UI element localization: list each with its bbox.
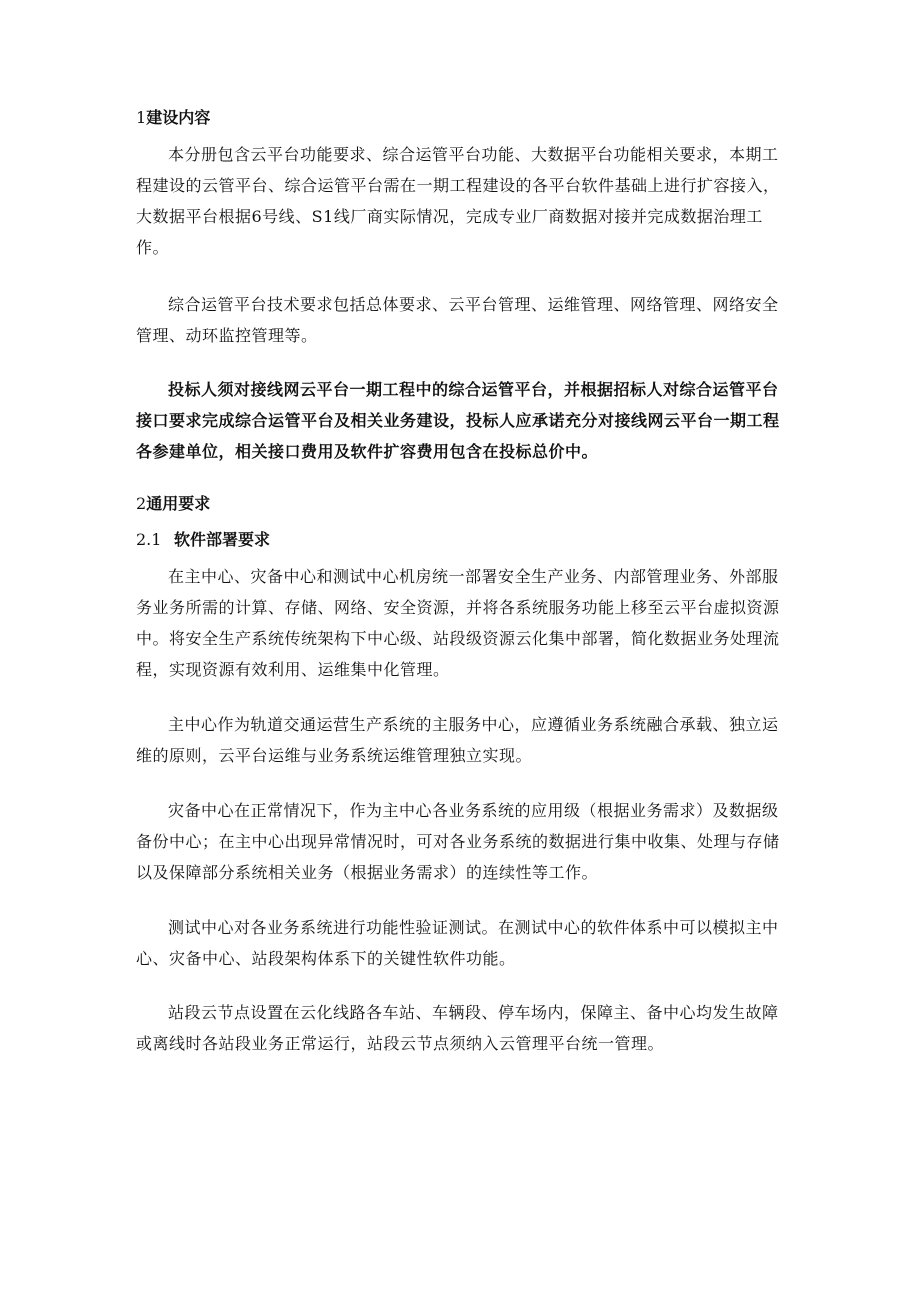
subsection-2-1-paragraph-2: 主中心作为轨道交通运营生产系统的主服务中心，应遵循业务系统融合承载、独立运维的原则，云平台运维与业务系统运维管理独立实现。 (136, 715, 779, 765)
section-1-paragraph-1: 本分册包含云平台功能要求、综合运管平台功能、大数据平台功能相关要求，本期工程建设的云管平台、综合运管平台需在一期工程建设的各平台软件基础上进行扩容接入，大数据平台根据6号线、S1线厂商实际情况，完成专业厂商数据对接并完成数据治理工作。 (136, 145, 780, 257)
section-1-title: 建设内容 (146, 108, 211, 127)
subsection-2-1-paragraph-3: 灾备中心在正常情况下，作为主中心各业务系统的应用级（根据业务需求）及数据级备份中心；在主中心出现异常情况时，可对各业务系统的数据进行集中收集、处理与存储以及保障部分系统相关业务（根据业务需求）的连续性等工作。 (136, 801, 780, 882)
subsection-2-1-paragraph-1: 在主中心、灾备中心和测试中心机房统一部署安全生产业务、内部管理业务、外部服务业务所需的计算、存储、网络、安全资源，并将各系统服务功能上移至云平台虚拟资源中。将安全生产系统传统架构下中心级、站段级资源云化集中部署，简化数据业务处理流程，实现资源有效利用、运维集中化管理。 (136, 567, 780, 679)
section-2-heading (136, 492, 210, 516)
section-2-number: 2 (136, 494, 147, 513)
section-1-heading (136, 106, 210, 130)
section-1-number: 1 (136, 108, 147, 127)
subsection-2-1-number: 2.1 (136, 530, 162, 549)
section-1-paragraph-2: 综合运管平台技术要求包括总体要求、云平台管理、运维管理、网络管理、网络安全管理、动环监控管理等。 (136, 295, 779, 345)
section-2-title: 通用要求 (146, 494, 211, 513)
section-1-paragraph-3-emphasis: 投标人须对接线网云平台一期工程中的综合运管平台，并根据招标人对综合运管平台接口要求完成综合运管平台及相关业务建设，投标人应承诺充分对接线网云平台一期工程各参建单位，相关接口费用及软件扩容费用包含在投标总价中。 (136, 380, 780, 461)
subsection-2-1-paragraph-5: 站段云节点设置在云化线路各车站、车辆段、停车场内，保障主、备中心均发生故障或离线时各站段业务正常运行，站段云节点须纳入云管理平台统一管理。 (136, 1003, 779, 1053)
subsection-2-1-title: 软件部署要求 (174, 530, 271, 549)
subsection-2-1-heading (136, 528, 270, 552)
subsection-2-1-paragraph-4: 测试中心对各业务系统进行功能性验证测试。在测试中心的软件体系中可以模拟主中心、灾备中心、站段架构体系下的关键性软件功能。 (136, 918, 779, 968)
